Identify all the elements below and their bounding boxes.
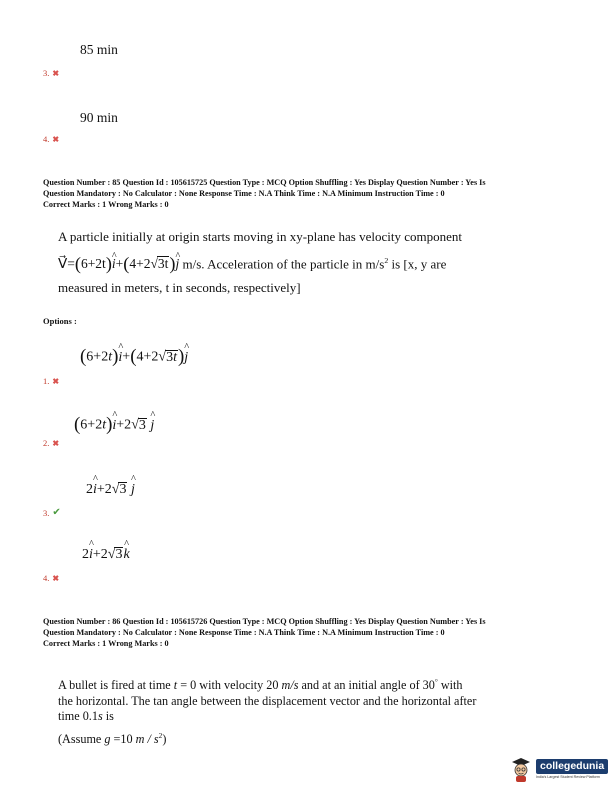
wrong-cross-icon: ✖	[52, 438, 60, 448]
options-label: Options :	[43, 316, 77, 326]
question-85-text: A particle initially at origin starts moving in xy-plane has velocity component V⃗=(6+2t)^ i+(4+2√3t)^ j m/s. Acceleration of the particle in $m/s^2$ is [x, y are measured in meters, t in seconds, respectively]	[58, 225, 528, 299]
graduate-mascot-icon	[510, 756, 532, 782]
wrong-cross-icon: ✖	[52, 134, 60, 144]
option-3-value: 85 min	[80, 42, 118, 57]
wrong-cross-icon: ✖	[52, 573, 60, 583]
velocity-equation: V⃗=(6+2t)^ i+(4+2√3t)^ j	[58, 256, 179, 271]
question-85-meta: Question Number : 85 Question Id : 105615725 Question Type : MCQ Option Shuffling : Yes Display Question Number : Yes Is Question Mandatory : No Calculator : None Response Time : N.A Think Time : N.A Minimum Instruction Time : 0 Correct Marks : 1 Wrong Marks : 0	[43, 178, 486, 209]
collegedunia-logo	[510, 756, 608, 782]
option-4-formula: 2^ i+2√3^ k	[82, 547, 130, 563]
option-4-number-q85: 4. ✖	[43, 573, 60, 583]
option-4-number: 4. ✖	[43, 134, 60, 144]
option-1-formula: (6+2t)^ i+(4+2√3t)^ j	[80, 346, 188, 368]
option-2-number: 2. ✖	[43, 438, 60, 448]
option-4-value: 90 min	[80, 110, 118, 125]
wrong-cross-icon: ✖	[52, 68, 60, 78]
brand-tagline: India's Largest Student Review Platform	[536, 775, 600, 779]
option-3-number: 3. ✖	[43, 68, 60, 78]
brand-name: collegedunia	[536, 759, 608, 774]
correct-check-icon: ✔	[52, 507, 61, 518]
option-2-formula: (6+2t)^ i+2√3 ^ j	[74, 414, 154, 436]
wrong-cross-icon: ✖	[52, 376, 60, 386]
question-86-meta: Question Number : 86 Question Id : 105615726 Question Type : MCQ Option Shuffling : Yes Display Question Number : Yes Is Question Mandatory : No Calculator : None Response Time : N.A Think Time : N.A Minimum Instruction Time : 0 Correct Marks : 1 Wrong Marks : 0	[43, 617, 486, 648]
question-86-text: A bullet is fired at time t = 0 with velocity 20 m/s and at an initial angle of 30° with the horizontal. The tan angle between the displacement vector and the horizontal after time 0.1s is (Assume g =10 m / $s^2$)	[58, 677, 477, 746]
option-1-number: 1. ✖	[43, 376, 60, 386]
option-3-number: 3. ✔	[43, 507, 61, 518]
option-3-formula: 2^ i+2√3 ^ j	[86, 482, 135, 498]
